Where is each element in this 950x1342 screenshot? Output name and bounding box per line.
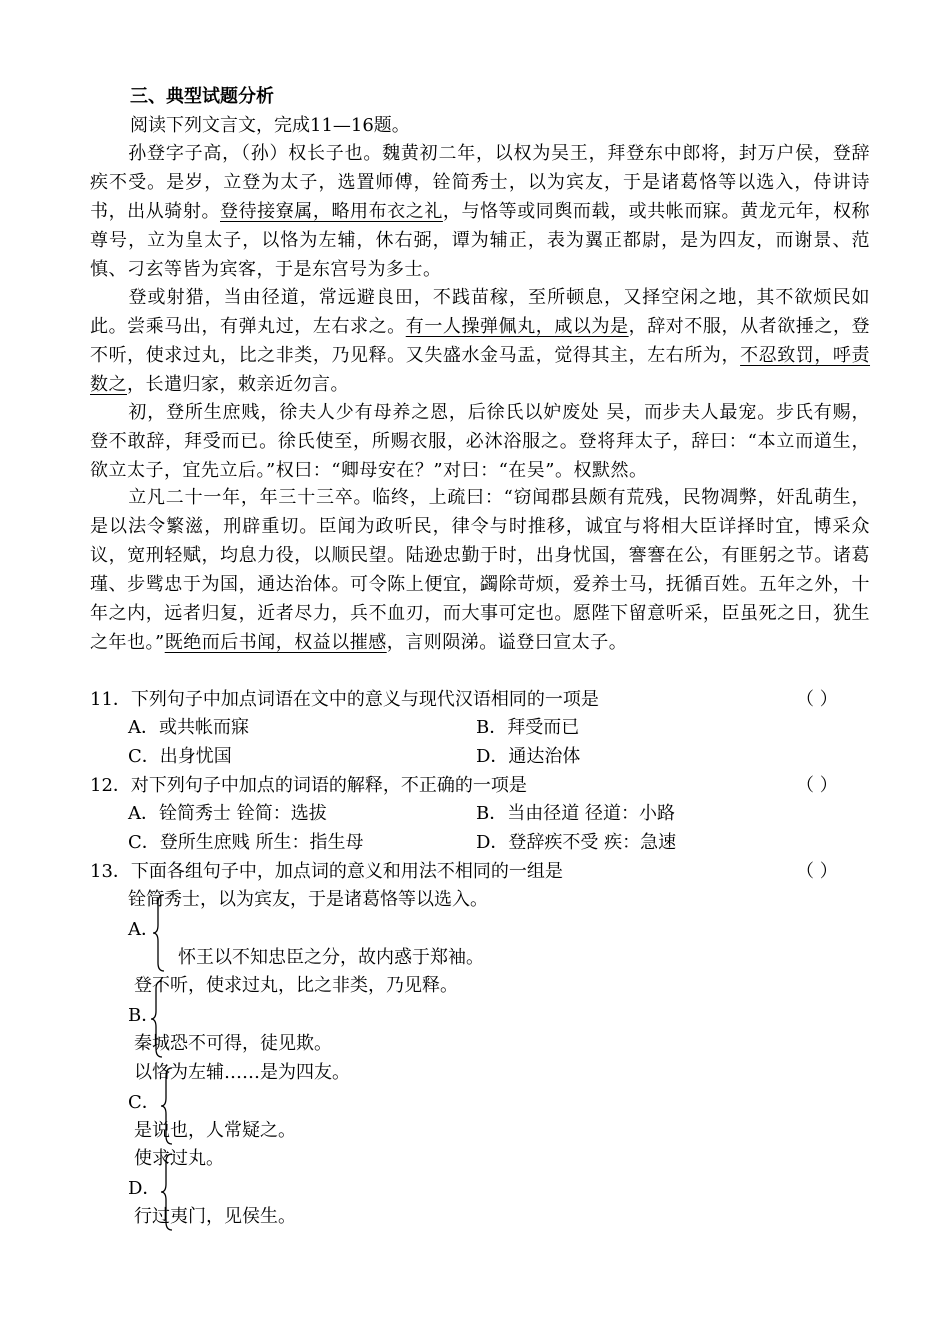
q13-option-d-label[interactable]: D．	[128, 1178, 161, 1199]
q13-option-b-label[interactable]: B．	[128, 1005, 160, 1026]
question-11-answer-blank[interactable]: （ ）	[796, 689, 838, 710]
q11-option-a[interactable]: A．或共帐而寐	[128, 717, 249, 738]
q13-option-c-sentence-2: 是说也，人常疑之。	[134, 1120, 296, 1141]
q13-option-c-sentence-1: 以恪为左辅……是为四友。	[134, 1062, 350, 1083]
q12-option-d[interactable]: D．登辞疾不受 疾：急速	[476, 832, 677, 853]
q13-option-b-sentence-2: 秦城恐不可得，徒见欺。	[134, 1033, 332, 1054]
underlined-sentence: 有一人操弹佩丸，咸以为是	[405, 315, 629, 337]
section-title: 三、典型试题分析	[130, 86, 274, 107]
question-13-stem: 13．下面各组句子中，加点词的意义和用法不相同的一组是	[90, 861, 563, 882]
q12-option-c[interactable]: C．登所生庶贱 所生：指生母	[128, 832, 364, 853]
question-12-stem: 12．对下列句子中加点的词语的解释，不正确的一项是	[90, 775, 527, 796]
q12-option-a[interactable]: A．铨简秀士 铨简：选拔	[128, 803, 327, 824]
underlined-sentence: 既绝而后书闻，权益以摧感	[164, 631, 387, 653]
brace-icon	[152, 893, 166, 973]
q13-option-c-label[interactable]: C．	[128, 1092, 160, 1113]
passage-paragraph-3: 初，登所生庶贱，徐夫人少有母养之恩，后徐氏以妒废处 吴，而步夫人最宠。步氏有赐，登不敢辞，拜受而已。徐氏使至，所赐衣服，必沐浴服之。登将拜太子，辞曰：“本立而道生，欲立太子，宜先立后。”权曰：“卿母安在？”对曰：“在吴”。权默然。	[90, 402, 870, 481]
q13-option-d-sentence-1: 使求过丸。	[134, 1148, 224, 1169]
passage-paragraph-1: 孙登字子高，（孙）权长子也。魏黄初二年，以权为吴王，拜登东中郎将，封万户侯，登辞疾不受。是岁，立登为太子，选置师傅，铨简秀士，以为宾友，于是诸葛恪等以选入，侍讲诗书，出从骑射。登待接寮属，略用布衣之礼，与恪等或同舆而载，或共帐而寐。黄龙元年，权称尊号，立为皇太子，以恪为左辅，休右弼，谭为辅正，表为翼正都尉，是为四友，而谢景、范慎、刁玄等皆为宾客，于是东宫号为多士。	[90, 143, 871, 280]
q13-option-b-sentence-1: 登不听，使求过丸，比之非类，乃见释。	[134, 975, 458, 996]
q13-option-a-label[interactable]: A．	[128, 919, 159, 940]
q12-option-b[interactable]: B．当由径道 径道：小路	[476, 803, 675, 824]
q13-option-a-sentence-1: 铨简秀士，以为宾友，于是诸葛恪等以选入。	[128, 889, 488, 910]
passage-paragraph-2: 登或射猎，当由径道，常远避良田，不践苗稼，至所顿息，又择空闲之地，其不欲烦民如此。尝乘马出，有弹丸过，左右求之。有一人操弹佩丸，咸以为是，辞对不服，从者欲捶之，登不听，使求过丸，比之非类，乃见释。又失盛水金马盂，觉得其主，左右所为，不忍致罚，呼责数之，长遣归家，敕亲近勿言。	[90, 287, 871, 395]
underlined-sentence: 登待接寮属，略用布衣之礼	[220, 200, 443, 222]
question-13-answer-blank[interactable]: （ ）	[796, 861, 838, 882]
underlined-sentence: 不忍致罚，呼责数之	[90, 344, 871, 395]
q13-option-a-sentence-2: 怀王以不知忠臣之分，故内惑于郑袖。	[178, 947, 484, 968]
q11-option-b[interactable]: B．拜受而已	[476, 717, 580, 738]
passage-paragraph-4: 立凡二十一年，年三十三卒。临终，上疏曰：“窃闻郡县颇有荒残，民物凋弊，奸乱萌生，是以法令繁滋，刑辟重切。臣闻为政听民，律令与时推移，诚宜与将相大臣详择时宜，博采众议，宽刑轻赋，均息力役，以顺民望。陆逊忠勤于时，出身忧国，謇謇在公，有匪躬之节。诸葛瑾、步骘忠于为国，通达治体。可令陈上便宜，蠲除苛烦，爱养士马，抚循百姓。五年之外，十年之内，远者归复，近者尽力，兵不血刃，而大事可定也。愿陛下留意听采，臣虽死之日，犹生之年也。”既绝而后书闻，权益以摧感，言则陨涕。谥登曰宣太子。	[90, 487, 870, 653]
question-11-stem: 11．下列句子中加点词语在文中的意义与现代汉语相同的一项是	[90, 689, 599, 710]
q13-option-d-sentence-2: 行过夷门，见侯生。	[134, 1206, 296, 1227]
intro-text: 阅读下列文言文，完成11—16题。	[130, 115, 410, 136]
q11-option-d[interactable]: D．通达治体	[476, 746, 581, 767]
question-12-answer-blank[interactable]: （ ）	[796, 775, 838, 796]
q11-option-c[interactable]: C．出身忧国	[128, 746, 232, 767]
